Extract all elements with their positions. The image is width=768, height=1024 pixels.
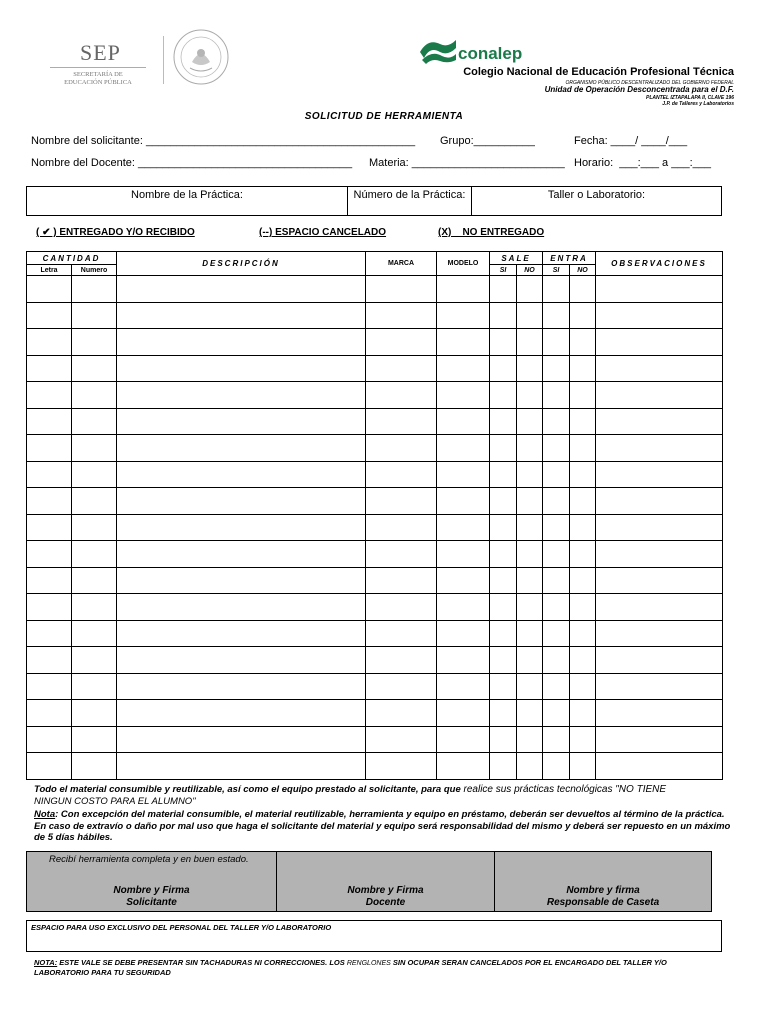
table-cell[interactable] [543,700,570,727]
table-cell[interactable] [490,726,517,753]
final-note-d: SIN OCUPAR SERAN CANCELADOS POR EL ENCARGADO DEL TALLER Y/O LABORATORIO PARA TU SEGURIDAD [34,958,667,977]
table-cell[interactable] [72,461,117,488]
practice-name-cell[interactable] [27,187,348,215]
table-cell[interactable] [27,382,72,409]
practice-number-cell[interactable] [348,187,472,215]
table-cell[interactable] [596,647,723,674]
table-cell[interactable] [27,355,72,382]
table-cell[interactable] [366,382,437,409]
sep-line2: EDUCACIÓN PÚBLICA [64,79,132,86]
table-cell[interactable] [517,673,543,700]
table-cell[interactable] [366,435,437,462]
solicitante-field[interactable]: Nombre del solicitante: ____________________________________________ [31,135,416,147]
table-cell[interactable] [366,647,437,674]
college-name: Colegio Nacional de Educación Profesional Técnica [463,66,734,78]
table-row [27,541,723,568]
table-cell[interactable] [596,329,723,356]
nota-text: : Con excepción del material consumible, el material reutilizable, herramienta y equipo en préstamo, deberán ser devueltos al término de la práctica. En caso de extravío o daño por mal uso que haga el solicitante del material y equipo será responsabilidad del mismo y deberá ser repuesto en un máximo de 5 días hábiles. [34,809,731,843]
table-cell[interactable] [596,276,723,303]
table-cell[interactable] [72,594,117,621]
page-title: SOLICITUD DE HERRAMIENTA [304,111,464,122]
numero-header: Numero [72,265,117,276]
table-cell[interactable] [72,408,117,435]
table-cell[interactable] [596,514,723,541]
table-cell[interactable] [596,594,723,621]
table-cell[interactable] [27,620,72,647]
table-cell[interactable] [437,620,490,647]
cost-note [34,784,734,807]
org-note: ORGANISMO PÚBLICO DESCENTRALIZADO DEL GOBIERNO FEDERAL [565,80,734,86]
table-cell[interactable] [490,647,517,674]
cantidad-header: CANTIDAD [27,252,117,265]
table-cell[interactable] [117,673,366,700]
table-cell[interactable] [117,753,366,780]
table-row [27,329,723,356]
sig2-line1: Nombre y Firma [347,885,424,896]
table-cell[interactable] [72,355,117,382]
table-row [27,753,723,780]
table-cell[interactable] [543,355,570,382]
table-cell[interactable] [366,620,437,647]
table-cell[interactable] [437,302,490,329]
table-cell[interactable] [543,567,570,594]
signature-box [26,851,712,912]
table-cell[interactable] [366,753,437,780]
sep-divider-line [50,67,146,68]
table-cell[interactable] [490,541,517,568]
table-cell[interactable] [570,753,596,780]
conalep-wordmark: conalep [458,44,523,63]
table-cell[interactable] [27,700,72,727]
table-cell[interactable] [543,673,570,700]
table-cell[interactable] [27,488,72,515]
table-row [27,435,723,462]
table-cell[interactable] [72,726,117,753]
sale-no-header: NO [517,265,543,276]
table-cell[interactable] [490,329,517,356]
table-cell[interactable] [570,726,596,753]
table-cell[interactable] [117,594,366,621]
table-cell[interactable] [570,647,596,674]
sep-line1: SECRETARÍA DE [73,71,123,78]
table-cell[interactable] [490,302,517,329]
table-cell[interactable] [543,329,570,356]
table-body [27,276,723,780]
table-cell[interactable] [72,435,117,462]
table-cell[interactable] [596,461,723,488]
table-cell[interactable] [517,408,543,435]
exclusive-label: ESPACIO PARA USO EXCLUSIVO DEL PERSONAL DEL TALLER Y/O LABORATORIO [31,923,332,932]
table-cell[interactable] [596,726,723,753]
table-row [27,276,723,303]
table-cell[interactable] [117,382,366,409]
table-cell[interactable] [366,514,437,541]
table-cell[interactable] [570,514,596,541]
workshop-label: Taller o Laboratorio: [547,189,646,201]
table-cell[interactable] [570,488,596,515]
table-cell[interactable] [27,594,72,621]
table-cell[interactable] [437,541,490,568]
table-cell[interactable] [117,355,366,382]
practice-number-label: Número de la Práctica: [353,189,466,201]
table-cell[interactable] [517,541,543,568]
table-cell[interactable] [72,382,117,409]
table-cell[interactable] [596,435,723,462]
table-cell[interactable] [543,408,570,435]
table-cell[interactable] [27,753,72,780]
practice-box [26,186,722,216]
table-cell[interactable] [543,488,570,515]
table-cell[interactable] [596,355,723,382]
table-cell[interactable] [570,567,596,594]
return-note [34,809,734,844]
table-cell[interactable] [437,355,490,382]
table-row [27,461,723,488]
table-row [27,355,723,382]
plantel-name: PLANTEL IZTAPALAPA II, CLAVE 196 [646,95,734,101]
legend-not-delivered: (X) NO ENTREGADO [438,227,545,238]
entra-si-header: SI [543,265,570,276]
tools-table [26,251,723,780]
table-row [27,382,723,409]
table-cell[interactable] [490,514,517,541]
table-cell[interactable] [490,382,517,409]
table-cell[interactable] [543,541,570,568]
table-row [27,567,723,594]
table-cell[interactable] [72,302,117,329]
table-cell[interactable] [117,700,366,727]
table-cell[interactable] [517,329,543,356]
signature-caseta[interactable] [495,852,711,911]
header-divider [163,36,164,84]
final-note-label: NOTA: [34,958,58,967]
table-cell[interactable] [596,382,723,409]
sep-abbrev: SEP [80,40,121,65]
table-cell[interactable] [366,355,437,382]
workshop-cell[interactable] [472,187,721,215]
table-cell[interactable] [570,408,596,435]
table-cell[interactable] [437,382,490,409]
table-cell[interactable] [117,647,366,674]
table-cell[interactable] [72,488,117,515]
table-cell[interactable] [517,700,543,727]
table-cell[interactable] [27,673,72,700]
table-row [27,620,723,647]
letra-header: Letra [27,265,72,276]
table-cell[interactable] [517,594,543,621]
table-cell[interactable] [27,461,72,488]
signature-docente[interactable] [277,852,495,911]
table-cell[interactable] [117,726,366,753]
modelo-header: MODELO [437,252,490,276]
legend-delivered: ( ✔ ) ENTREGADO Y/O RECIBIDO [36,227,195,238]
table-cell[interactable] [437,753,490,780]
table-cell[interactable] [517,647,543,674]
table-cell[interactable] [366,541,437,568]
table-cell[interactable] [543,514,570,541]
table-cell[interactable] [366,461,437,488]
table-cell[interactable] [490,408,517,435]
final-note-c: RENGLONES [346,960,391,967]
sig1-line1: Nombre y Firma [113,885,190,896]
table-cell[interactable] [596,302,723,329]
table-cell[interactable] [27,647,72,674]
table-cell[interactable] [543,435,570,462]
table-cell[interactable] [517,355,543,382]
table-cell[interactable] [490,435,517,462]
table-cell[interactable] [72,620,117,647]
table-cell[interactable] [543,753,570,780]
table-cell[interactable] [517,302,543,329]
table-cell[interactable] [570,329,596,356]
table-cell[interactable] [72,541,117,568]
table-cell[interactable] [517,382,543,409]
practice-name-label: Nombre de la Práctica: [131,189,243,201]
table-cell[interactable] [570,435,596,462]
table-cell[interactable] [490,700,517,727]
table-cell[interactable] [437,700,490,727]
table-cell[interactable] [366,567,437,594]
sale-si-header: SI [490,265,517,276]
table-cell[interactable] [596,488,723,515]
exclusive-use-box[interactable] [26,920,722,952]
sale-header: SALE [490,252,543,265]
table-cell[interactable] [570,700,596,727]
table-cell[interactable] [570,382,596,409]
table-cell[interactable] [27,726,72,753]
table-cell[interactable] [570,541,596,568]
table-cell[interactable] [117,408,366,435]
table-cell[interactable] [117,488,366,515]
table-cell[interactable] [27,408,72,435]
sig3-line1: Nombre y firma [566,885,640,896]
table-cell[interactable] [366,408,437,435]
table-cell[interactable] [366,726,437,753]
entra-no-header: NO [570,265,596,276]
table-row [27,700,723,727]
entra-header: ENTRA [543,252,596,265]
table-cell[interactable] [570,302,596,329]
table-cell[interactable] [517,753,543,780]
nota-label: Nota [34,809,56,820]
table-cell[interactable] [517,276,543,303]
table-cell[interactable] [437,435,490,462]
table-row [27,673,723,700]
table-row [27,302,723,329]
table-cell[interactable] [490,620,517,647]
table-cell[interactable] [543,461,570,488]
unit-name: Unidad de Operación Desconcentrada para el D.F. [544,85,734,94]
table-cell[interactable] [570,461,596,488]
table-cell[interactable] [117,435,366,462]
received-text: Recibí herramienta completa y en buen estado. [49,854,249,865]
table-cell[interactable] [117,514,366,541]
cost-note-a: Todo el material consumible y reutilizable, así como el equipo prestado al solicitante, para que [34,784,461,795]
table-cell[interactable] [570,673,596,700]
table-row [27,408,723,435]
table-cell[interactable] [490,753,517,780]
table-cell[interactable] [117,329,366,356]
table-cell[interactable] [490,673,517,700]
table-cell[interactable] [437,647,490,674]
table-cell[interactable] [437,567,490,594]
descripcion-header: DESCRIPCIÓN [117,252,366,276]
table-cell[interactable] [570,594,596,621]
table-cell[interactable] [543,620,570,647]
table-cell[interactable] [117,620,366,647]
table-cell[interactable] [72,329,117,356]
table-cell[interactable] [543,726,570,753]
table-cell[interactable] [437,461,490,488]
table-cell[interactable] [596,700,723,727]
table-cell[interactable] [437,673,490,700]
table-cell[interactable] [117,567,366,594]
fecha-field[interactable]: Fecha: ____/ ____/___ [574,135,688,147]
table-cell[interactable] [437,488,490,515]
sig1-line2: Solicitante [126,897,177,908]
table-cell[interactable] [117,541,366,568]
table-cell[interactable] [596,541,723,568]
table-cell[interactable] [517,726,543,753]
table-cell[interactable] [72,567,117,594]
table-cell[interactable] [490,461,517,488]
cost-note-c: NINGUN COSTO PARA EL ALUMNO" [34,795,196,807]
table-cell[interactable] [543,382,570,409]
table-cell[interactable] [437,514,490,541]
table-cell[interactable] [490,355,517,382]
table-cell[interactable] [366,329,437,356]
table-cell[interactable] [596,673,723,700]
table-cell[interactable] [72,700,117,727]
table-cell[interactable] [543,276,570,303]
table-cell[interactable] [27,276,72,303]
table-cell[interactable] [366,302,437,329]
table-cell[interactable] [490,488,517,515]
table-cell[interactable] [437,726,490,753]
table-row [27,594,723,621]
table-cell[interactable] [117,302,366,329]
table-cell[interactable] [437,329,490,356]
table-cell[interactable] [72,514,117,541]
table-cell[interactable] [517,461,543,488]
table-cell[interactable] [72,753,117,780]
table-cell[interactable] [543,302,570,329]
table-row [27,647,723,674]
conalep-emblem-icon [418,34,458,64]
table-cell[interactable] [570,276,596,303]
table-cell[interactable] [27,541,72,568]
horario-field[interactable]: Horario: ___:___ a ___:___ [574,157,711,169]
table-cell[interactable] [366,673,437,700]
table-cell[interactable] [517,514,543,541]
table-cell[interactable] [490,594,517,621]
cost-note-b: realice sus prácticas tecnológicas "NO TIENE [460,784,667,795]
table-cell[interactable] [117,461,366,488]
table-cell[interactable] [437,408,490,435]
table-cell[interactable] [596,567,723,594]
sig3-line2: Responsable de Caseta [546,897,660,908]
table-cell[interactable] [72,673,117,700]
table-cell[interactable] [27,514,72,541]
mexico-seal-icon [172,28,230,86]
table-cell[interactable] [437,594,490,621]
table-cell[interactable] [366,700,437,727]
table-cell[interactable] [366,594,437,621]
table-cell[interactable] [517,435,543,462]
conalep-logo [418,34,538,70]
table-cell[interactable] [72,647,117,674]
table-cell[interactable] [517,620,543,647]
table-cell[interactable] [27,302,72,329]
grupo-field[interactable]: Grupo:__________ [440,135,535,147]
table-cell[interactable] [27,435,72,462]
table-cell[interactable] [490,276,517,303]
table-cell[interactable] [570,355,596,382]
table-row [27,514,723,541]
marca-header: MARCA [366,252,437,276]
table-cell[interactable] [117,276,366,303]
jp-name: J.P. de Talleres y Laboratorios [662,101,734,107]
table-cell[interactable] [517,488,543,515]
table-cell[interactable] [517,567,543,594]
table-cell[interactable] [366,276,437,303]
table-cell[interactable] [543,594,570,621]
table-cell[interactable] [596,408,723,435]
observaciones-header: OBSERVACIONES [596,252,723,276]
table-cell[interactable] [490,567,517,594]
table-row [27,488,723,515]
table-cell[interactable] [596,620,723,647]
table-cell[interactable] [366,488,437,515]
table-cell[interactable] [27,329,72,356]
table-cell[interactable] [437,276,490,303]
table-row [27,726,723,753]
materia-field[interactable]: Materia: _________________________ [369,157,565,169]
sep-logo [50,40,150,90]
table-cell[interactable] [570,620,596,647]
signature-solicitante[interactable] [27,852,277,911]
final-note [34,958,714,977]
table-cell[interactable] [72,276,117,303]
legend-cancelled: (--) ESPACIO CANCELADO [259,227,387,238]
sig2-line2: Docente [365,897,406,908]
table-cell[interactable] [27,567,72,594]
final-note-b: ESTE VALE SE DEBE PRESENTAR SIN TACHADURAS NI CORRECCIONES. LOS [57,958,347,967]
table-cell[interactable] [596,753,723,780]
docente-field[interactable]: Nombre del Docente: ___________________________________ [31,157,353,169]
table-cell[interactable] [543,647,570,674]
